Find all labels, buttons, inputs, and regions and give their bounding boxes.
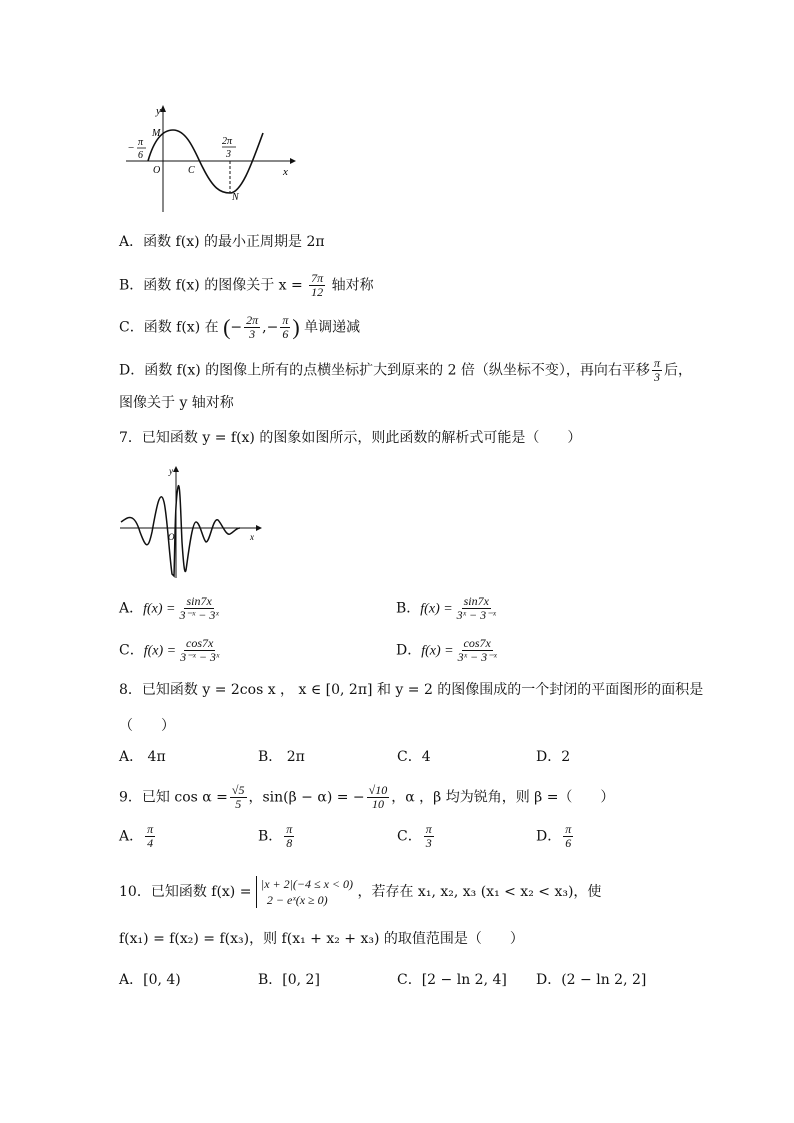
sine-graph-figure [118, 100, 298, 215]
x-label: x [250, 532, 254, 542]
six-den: 6 [138, 150, 143, 161]
piecewise-cases: |x + 2|(−4 ≤ x < 0) 2 − eˣ(x ≥ 0) [256, 876, 353, 908]
x-axis-arrow [290, 158, 296, 164]
q8-stem: 8．已知函数 y = 2cos x ， x ∈ [0, 2π] 和 y = 2 的图像围成的一个封闭的平面图形的面积是 [119, 682, 704, 698]
x-label: x [283, 166, 288, 178]
q10-option-b[interactable]: B．[0, 2] [258, 972, 320, 988]
q6-option-d-line2: 图像关于 y 轴对称 [119, 395, 234, 411]
y-label: y [156, 105, 161, 117]
q8-option-c[interactable]: C．4 [397, 749, 431, 765]
q6-option-a[interactable]: A．函数 f(x) 的最小正周期是 2π [119, 234, 325, 250]
point-C: C [188, 165, 195, 176]
q6-option-d[interactable]: D．函数 f(x) 的图像上所有的点横坐标扩大到原来的 2 倍（纵坐标不变），再向右平移 $\frac{\pi}{3}$ 后， [119, 356, 692, 384]
q9-option-a[interactable]: A． $\frac{\pi}{4}$ [119, 822, 154, 850]
q7-option-d[interactable]: D．f(x) = $\frac{\cos 7x}{\text{3ˣ − 3⁻ˣ}}$ [396, 636, 497, 664]
neg-sign: − [128, 142, 135, 154]
q8-option-d[interactable]: D．2 [536, 749, 571, 765]
point-M: M [152, 128, 161, 139]
twopi-num: 2π [222, 136, 233, 147]
y-label: y [169, 466, 173, 476]
q7-option-c[interactable]: C．f(x) = $\frac{\cos 7x}{\text{3⁻ˣ − 3ˣ}}$ [119, 636, 220, 664]
q9-option-c[interactable]: C． $\frac{\pi}{3}$ [397, 822, 432, 850]
q9-option-b[interactable]: B． $\frac{\pi}{8}$ [258, 822, 293, 850]
q10-stem: 10．已知函数 f(x) = |x + 2|(−4 ≤ x < 0) 2 − eˣ(x ≥ 0) ，若存在 x₁, x₂, x₃ (x₁ < x₂ < x₃)，使 [119, 877, 602, 907]
pi-num: π [138, 137, 144, 148]
q8-answer-paren: （ ） [119, 718, 175, 734]
frac-7pi-12: $\frac{7\pi}{12}$ [311, 271, 324, 299]
q10-option-a[interactable]: A．[0, 4) [119, 972, 181, 988]
q9-option-d[interactable]: D． $\frac{\pi}{6}$ [536, 822, 572, 850]
origin-O: O [168, 532, 175, 542]
q7-option-a[interactable]: A．f(x) = $\frac{\sin 7x}{\text{3⁻ˣ − 3ˣ}}$ [119, 594, 219, 622]
oscillating-graph-figure [118, 462, 263, 580]
q10-stem-line2: f(x₁) = f(x₂) = f(x₃)，则 f(x₁ + x₂ + x₃) 的取值范围是（ ） [119, 931, 524, 947]
q10-option-d[interactable]: D．(2 − ln 2, 2] [536, 972, 647, 988]
q8-option-a[interactable]: A． 4π [119, 749, 166, 765]
curve [121, 486, 240, 576]
q9-stem: 9．已知 cos α = $\frac{√5}{5}$ ，sin(β − α) = − $\frac{√10}{10}$ ，α ，β 均为锐角，则 β =（ ） [119, 783, 615, 811]
q7-stem: 7．已知函数 y = f(x) 的图象如图所示，则此函数的解析式可能是（ ） [119, 430, 582, 446]
y-axis-arrow [160, 105, 166, 112]
point-N: N [232, 192, 239, 203]
q8-option-b[interactable]: B． 2π [258, 749, 305, 765]
q10-option-c[interactable]: C．[2 − ln 2, 4] [397, 972, 507, 988]
q6-option-b[interactable]: B．函数 f(x) 的图像关于 x = $\frac{7\pi}{12}$ 轴对称 [119, 271, 374, 299]
three-den: 3 [226, 149, 231, 160]
origin-O: O [153, 165, 161, 176]
q6-option-c[interactable]: C．函数 f(x) 在 (− $\frac{2\pi}{3}$ ,− $\frac{\pi}{6}$ ) 单调递减 [119, 313, 361, 341]
q7-option-b[interactable]: B．f(x) = $\frac{\sin 7x}{\text{3ˣ − 3⁻ˣ}}$ [396, 594, 496, 622]
